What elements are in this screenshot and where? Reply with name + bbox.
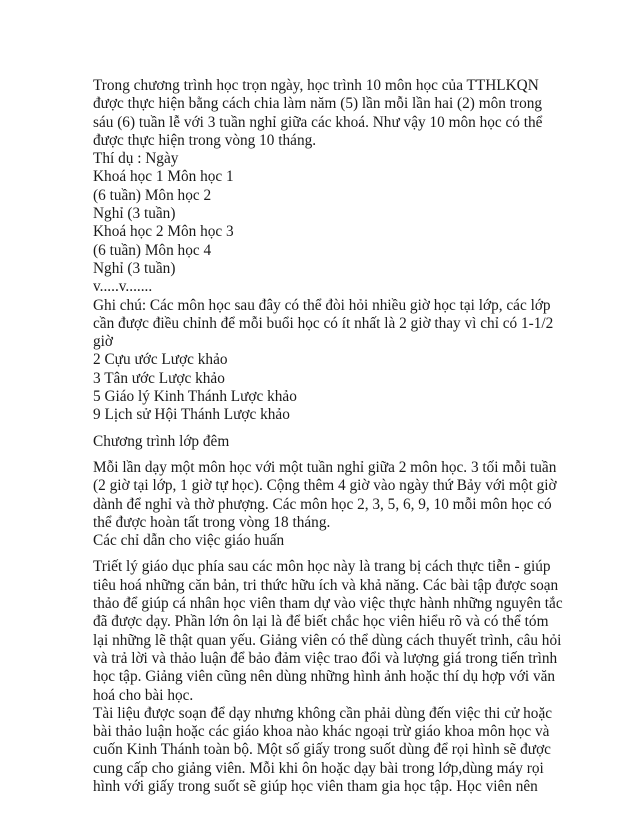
text-line: bài thảo luận hoặc các giáo khoa nào khác ngoại trừ giáo khoa môn học và xyxy=(93,723,550,741)
text-line: đã được dạy. Phần lớn ôn lại là để biết chắc học viên hiểu rõ và có thể tóm xyxy=(93,613,549,631)
paragraph-gap xyxy=(93,451,563,459)
text-line: được thực hiện bằng cách chia làm năm (5) lần mỗi lần hai (2) môn trong xyxy=(93,95,543,113)
text-line: Nghỉ (3 tuần) xyxy=(93,205,176,223)
text-line: Thí dụ : Ngày xyxy=(93,150,179,168)
section-heading-night-class xyxy=(93,433,563,451)
text-line: thể được hoàn tất trong vòng 18 tháng. xyxy=(93,513,331,531)
text-line: Trong chương trình học trọn ngày, học trình 10 môn học của TTHLKQN xyxy=(93,77,539,94)
text-line: lại những lẽ thật quan yếu. Giảng viên có thể dùng cách thuyết trình, câu hỏi xyxy=(93,631,562,649)
text-line: và trả lời và thảo luận để bảo đảm việc trao đổi và lượng giá trong tiến trình xyxy=(93,649,558,667)
text-line: được thực hiện trong vòng 10 tháng. xyxy=(93,131,317,149)
text-line: Mỗi lần dạy một môn học với một tuần nghỉ giữa 2 môn học. 3 tối mỗi tuần xyxy=(93,458,557,476)
text-line: Khoá học 2 Môn học 3 xyxy=(93,223,234,241)
text-line: (6 tuần) Môn học 4 xyxy=(93,241,212,259)
text-line: học tập. Giảng viên cũng nên dùng những hình ảnh hoặc thí dụ hợp với văn xyxy=(93,668,556,686)
text-line: giờ xyxy=(93,333,113,351)
text-line: hoá cho bài học. xyxy=(93,686,194,704)
text-line: sáu (6) tuần lễ với 3 tuần nghỉ giữa các khoá. Như vậy 10 môn học có thể xyxy=(93,113,543,131)
text-line: Triết lý giáo dục phía sau các môn học này là trang bị cách thực tiễn - giúp xyxy=(93,558,551,576)
text-line: thảo để giúp cá nhân học viên tham dự vào việc thực hành những nguyên tắc xyxy=(93,595,563,613)
paragraph-full-day-program xyxy=(93,77,563,425)
text-line: 9 Lịch sử Hội Thánh Lược khảo xyxy=(93,406,290,424)
paragraph-night-class xyxy=(93,459,563,550)
text-line: dành để nghỉ và thờ phượng. Các môn học 2, 3, 5, 6, 9, 10 mỗi môn học có xyxy=(93,495,552,513)
text-line: cung cấp cho giảng viên. Mỗi khi ôn hoặc dạy bài trong lớp,dùng máy rọi xyxy=(93,759,544,777)
text-line: cần được điều chỉnh để mỗi buổi học có ít nhất là 2 giờ thay vì chỉ có 1-1/2 xyxy=(93,314,554,332)
text-line: 2 Cựu ước Lược khảo xyxy=(93,351,228,369)
text-line: 3 Tân ước Lược khảo xyxy=(93,369,225,387)
text-line: Nghỉ (3 tuần) xyxy=(93,259,176,277)
text-line: cuốn Kinh Thánh toàn bộ. Một số giấy trong suốt dùng để rọi hình sẽ được xyxy=(93,741,551,759)
section-heading: Chương trình lớp đêm xyxy=(93,432,230,450)
text-line: Các chỉ dẫn cho việc giáo huấn xyxy=(93,532,285,550)
document-page xyxy=(93,77,563,796)
text-line: hình với giấy trong suốt sẽ giúp học viên tham gia học tập. Học viên nên xyxy=(93,777,538,795)
text-line: tiêu hoá những căn bản, tri thức hữu ích và khả năng. Các bài tập được soạn xyxy=(93,576,559,594)
text-line: (2 giờ tại lớp, 1 giờ tự học). Cộng thêm 4 giờ vào ngày thứ Bảy với một giờ xyxy=(93,477,557,495)
text-line: Khoá học 1 Môn học 1 xyxy=(93,168,234,186)
text-line: v.....v....... xyxy=(93,278,153,296)
text-line: Ghi chú: Các môn học sau đây có thể đòi hỏi nhiều giờ học tại lớp, các lớp xyxy=(93,296,551,314)
text-line: (6 tuần) Môn học 2 xyxy=(93,186,212,204)
paragraph-gap xyxy=(93,425,563,433)
text-line: 5 Giáo lý Kinh Thánh Lược khảo xyxy=(93,388,297,406)
text-line: Tài liệu được soạn để dạy nhưng không cần phải dùng đến việc thi cử hoặc xyxy=(93,704,553,722)
paragraph-teaching-guidelines xyxy=(93,558,563,796)
paragraph-gap xyxy=(93,550,563,558)
